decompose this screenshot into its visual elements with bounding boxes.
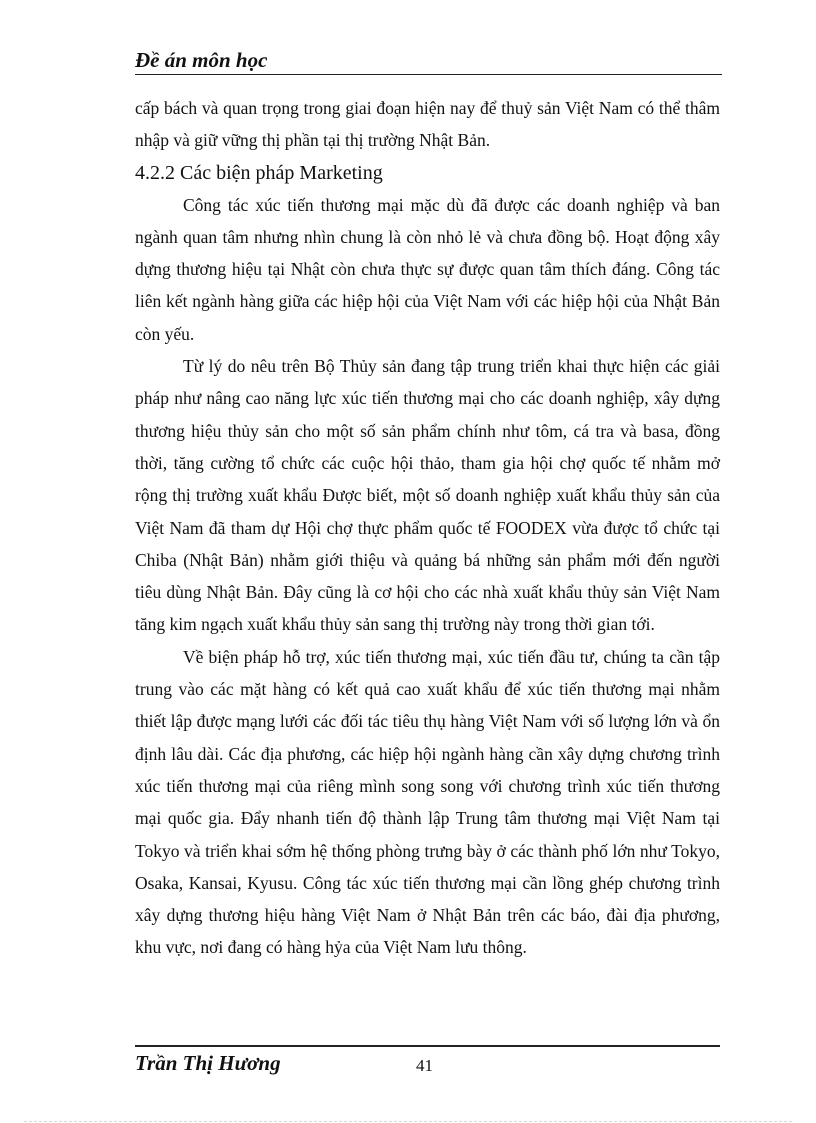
footer-author: Trần Thị Hương — [135, 1051, 281, 1075]
body-paragraph: Công tác xúc tiến thương mại mặc dù đã được các doanh nghiệp và ban ngành quan tâm nhưng nhìn chung là còn nhỏ lẻ và chưa đồng bộ. Hoạt động xây dựng thương hiệu tại Nhật còn chưa thực sự được quan tâm thích đáng. Công tác liên kết ngành hàng giữa các hiệp hội của Việt Nam với các hiệp hội của Nhật Bản còn yếu. — [135, 194, 720, 344]
header-divider — [135, 74, 722, 75]
page-number: 41 — [416, 1056, 433, 1075]
footer-divider — [135, 1045, 720, 1047]
body-paragraph: Về biện pháp hỗ trợ, xúc tiến thương mại, xúc tiến đầu tư, chúng ta cần tập trung vào các mặt hàng có kết quả cao xuất khẩu để xúc tiến thương mại nhằm thiết lập được mạng lưới các đối tác tiêu thụ hàng Việt Nam với số lượng lớn và ổn định lâu dài. Các địa phương, các hiệp hội ngành hàng cần xây dựng chương trình xúc tiến thương mại của riêng mình song song với chương trình xúc tiến thương mại quốc gia. Đẩy nhanh tiến độ thành lập Trung tâm thương mại Việt Nam tại Tokyo và triển khai sớm hệ thống phòng trưng bày ở các thành phố lớn như Tokyo, Osaka, Kansai, Kyusu. Công tác xúc tiến thương mại cần lồng ghép chương trình xây dựng thương hiệu hàng Việt Nam ở Nhật Bản trên các báo, đài địa phương, khu vực, nơi đang có hàng hỷa của Việt Nam lưu thông. — [135, 646, 720, 958]
document-body — [135, 92, 720, 964]
section-heading: 4.2.2 Các biện pháp Marketing — [135, 161, 383, 184]
body-paragraph: Từ lý do nêu trên Bộ Thủy sản đang tập trung triển khai thực hiện các giải pháp như nâng cao năng lực xúc tiến thương mại cho các doanh nghiệp, xây dựng thương hiệu thủy sản cho một số sản phẩm chính như tôm, cá tra và basa, đồng thời, tăng cường tổ chức các cuộc hội thảo, tham gia hội chợ quốc tế nhằm mở rộng thị trường xuất khẩu Được biết, một số doanh nghiệp xuất khẩu thủy sản của Việt Nam đã tham dự Hội chợ thực phẩm quốc tế FOODEX vừa được tổ chức tại Chiba (Nhật Bản) nhằm giới thiệu và quảng bá những sản phẩm mới đến người tiêu dùng Nhật Bản. Đây cũng là cơ hội cho các nhà xuất khẩu thủy sản Việt Nam tăng kim ngạch xuất khẩu thủy sản sang thị trường này trong thời gian tới. — [135, 356, 720, 635]
page-edge-divider — [24, 1121, 792, 1122]
header-title: Đề án môn học — [135, 48, 268, 72]
continuation-paragraph: cấp bách và quan trọng trong giai đoạn hiện nay để thuỷ sản Việt Nam có thể thâm nhập và giữ vững thị phần tại thị trường Nhật Bản. — [135, 98, 720, 151]
